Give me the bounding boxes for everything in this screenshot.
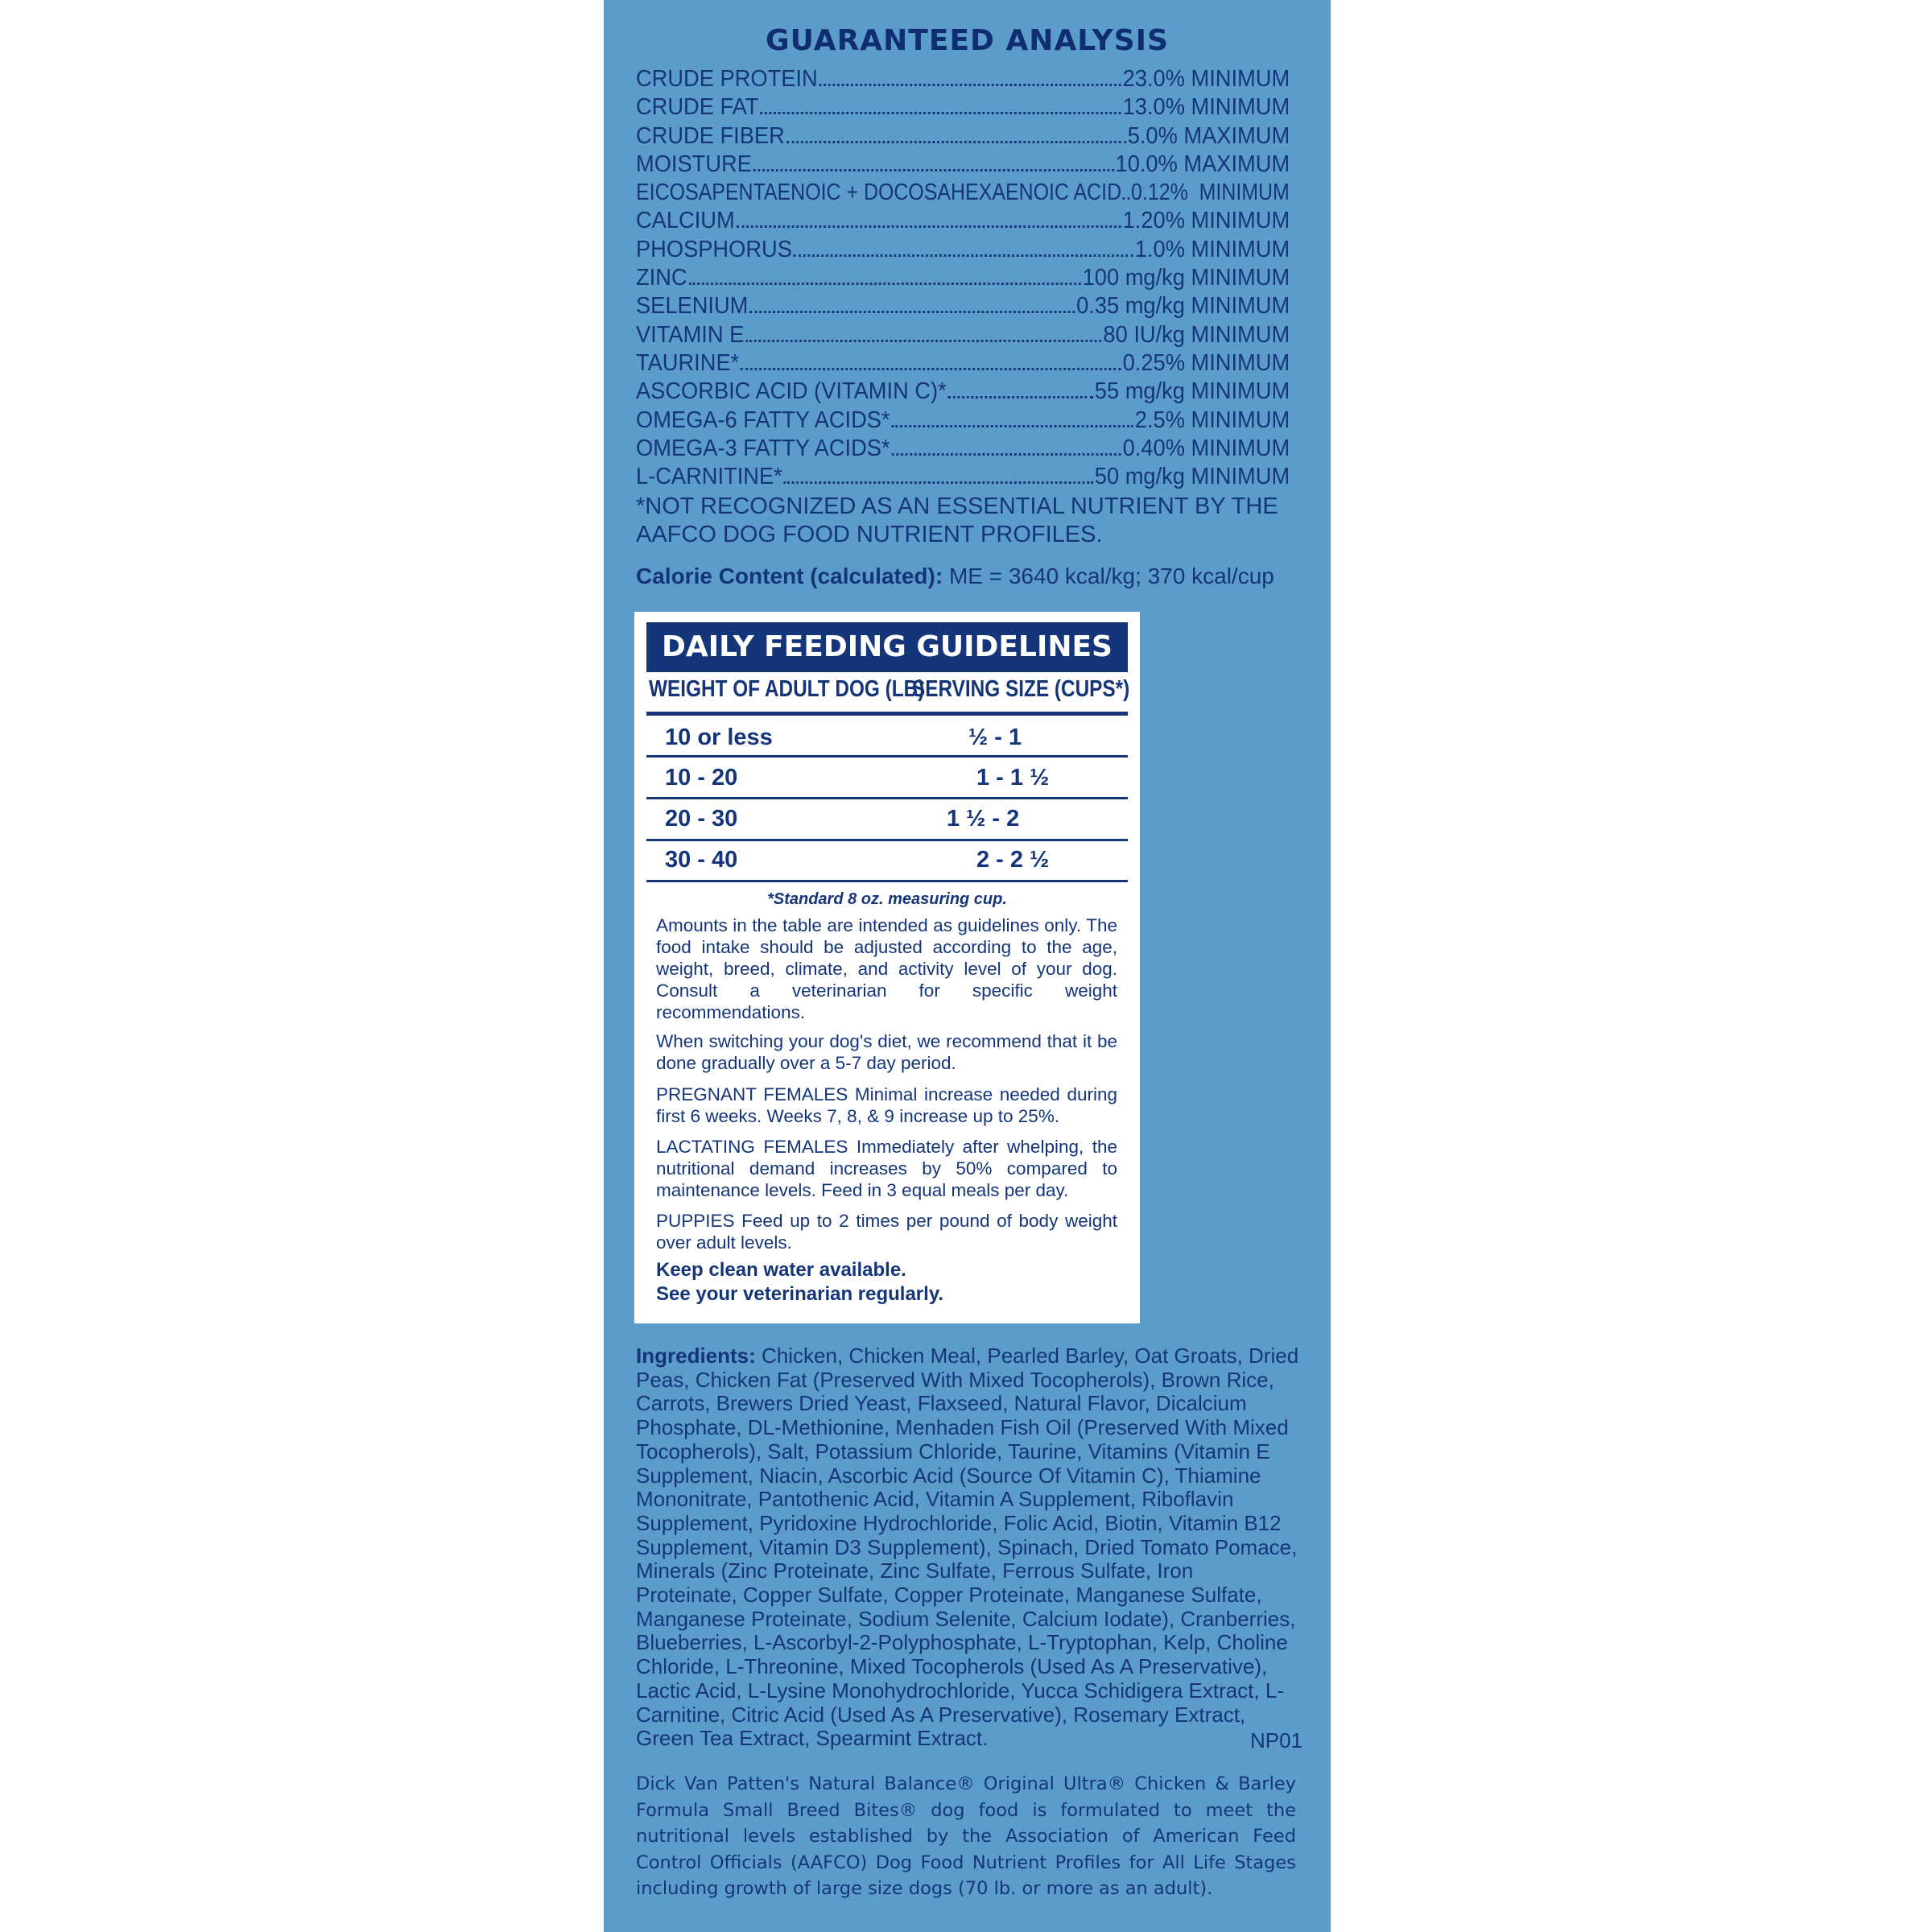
feeding-weight: 10 - 20 [665, 765, 738, 791]
feeding-serving: 1 - 1 ½ [976, 765, 1050, 791]
analysis-row [636, 350, 1290, 378]
analysis-row [636, 237, 1290, 265]
analysis-row [636, 123, 1290, 151]
analysis-value: 0.40% MINIMUM [1122, 435, 1290, 461]
analysis-value: 80 IU/kg MINIMUM [1103, 321, 1290, 348]
analysis-nutrient: SELENIUM [636, 293, 749, 320]
analysis-row [636, 436, 1290, 464]
analysis-nutrient: OMEGA-3 FATTY ACIDS* [636, 435, 890, 461]
analysis-value: 0.25% MINIMUM [1122, 349, 1290, 376]
water-note: Keep clean water available. [656, 1259, 906, 1281]
analysis-nutrient: L-CARNITINE* [636, 464, 782, 490]
analysis-row [636, 293, 1290, 321]
analysis-value: 13.0% MINIMUM [1122, 94, 1290, 121]
serving-column-header: SERVING SIZE (CUPS*) [912, 676, 1130, 702]
row-rule [646, 839, 1128, 841]
analysis-nutrient: TAURINE* [636, 349, 740, 376]
analysis-nutrient: MOISTURE [636, 151, 752, 177]
dot-leader [786, 140, 1126, 143]
feeding-guidelines-title: DAILY FEEDING GUIDELINES [646, 622, 1128, 672]
amounts-paragraph: Amounts in the table are intended as guidelines only. The food intake should be adjusted according to the age, weight, breed, climate, and activity level of your dog. Consult a veterinarian for specific weight recommendations. [656, 915, 1117, 1022]
analysis-nutrient: OMEGA-6 FATTY ACIDS* [636, 407, 890, 433]
analysis-nutrient: VITAMIN E [636, 321, 745, 348]
analysis-row [636, 464, 1290, 492]
analysis-row [636, 94, 1290, 122]
analysis-nutrient: CALCIUM [636, 208, 735, 234]
row-rule [646, 797, 1128, 799]
vet-note: See your veterinarian regularly. [656, 1283, 944, 1305]
lactating-paragraph: LACTATING FEMALES Immediately after whelping, the nutritional demand increases by 50% compared to maintenance levels. Feed in 3 equal meals per day. [656, 1137, 1117, 1200]
analysis-row [636, 265, 1290, 293]
product-code: NP01 [1250, 1728, 1303, 1752]
weight-column-header: WEIGHT OF ADULT DOG (LB) [649, 676, 925, 702]
analysis-value: 100 mg/kg MINIMUM [1082, 265, 1290, 291]
dot-leader [760, 111, 1121, 114]
feeding-weight: 10 or less [665, 724, 773, 750]
dot-leader [784, 481, 1093, 484]
dot-leader [819, 83, 1121, 86]
analysis-nutrient: CRUDE PROTEIN [636, 66, 818, 92]
row-rule [646, 755, 1128, 758]
analysis-row [636, 407, 1290, 436]
aafco-statement: Dick Van Patten's Natural Balance® Original Ultra® Chicken & Barley Formula Small Breed Bites® dog food is formulated to meet the nutritional levels established by the Association of American Feed Control Officials (AAFCO) Dog Food Nutrient Profiles for All Life Stages including growth of large size dogs (70 lb. or more as an adult). [636, 1773, 1296, 1899]
guaranteed-analysis-title: GUARANTEED ANALYSIS [766, 24, 1169, 57]
header-rule [646, 712, 1128, 716]
analysis-value: 0.35 mg/kg MINIMUM [1076, 293, 1290, 320]
analysis-row [636, 322, 1290, 350]
ingredients-label: Ingredients: [636, 1344, 756, 1368]
puppies-paragraph: PUPPIES Feed up to 2 times per pound of body weight over adult levels. [656, 1211, 1117, 1253]
feeding-weight: 30 - 40 [665, 847, 738, 873]
analysis-row [636, 151, 1290, 180]
analysis-nutrient: EICOSAPENTAENOIC + DOCOSAHEXAENOIC ACID [636, 180, 1122, 206]
calorie-value: ME = 3640 kcal/kg; 370 kcal/cup [948, 564, 1274, 588]
cup-footnote: *Standard 8 oz. measuring cup. [767, 890, 1007, 908]
dot-leader [745, 339, 1101, 342]
ingredients-block [636, 1344, 1303, 1752]
analysis-nutrient: CRUDE FAT [636, 94, 759, 121]
analysis-row [636, 180, 1290, 208]
switching-paragraph: When switching your dog's diet, we recommend that it be done gradually over a 5-7 day period. [656, 1031, 1117, 1073]
dot-leader [688, 282, 1080, 285]
feeding-serving: ½ - 1 [968, 724, 1022, 750]
dot-leader [741, 367, 1121, 370]
guaranteed-analysis-list [636, 66, 1290, 492]
analysis-value: 5.0% MAXIMUM [1127, 122, 1290, 149]
dot-leader [794, 254, 1133, 257]
analysis-row [636, 208, 1290, 236]
analysis-row [636, 378, 1290, 407]
dot-leader [749, 310, 1075, 313]
analysis-footnote: *NOT RECOGNIZED AS AN ESSENTIAL NUTRIENT BY THE AAFCO DOG FOOD NUTRIENT PROFILES. [636, 493, 1278, 547]
dot-leader [891, 452, 1121, 456]
analysis-nutrient: PHOSPHORUS [636, 236, 792, 262]
analysis-value: 50 mg/kg MINIMUM [1094, 464, 1290, 490]
analysis-nutrient: CRUDE FIBER [636, 122, 785, 149]
dot-leader [753, 168, 1114, 171]
feeding-serving: 2 - 2 ½ [976, 847, 1050, 873]
ingredients-text: Chicken, Chicken Meal, Pearled Barley, Oat Groats, Dried Peas, Chicken Fat (Preserved With Mixed Tocopherols), Brown Rice, Carrots, Brewers Dried Yeast, Flaxseed, Natural Flavor, Dicalcium Phosphate, DL-Methionine, Menhaden Fish Oil (Preserved With Mixed Tocopherols), Salt, Potassium Chloride, Taurine, Vitamins (Vitamin E Supplement, Niacin, Ascorbic Acid (Source Of Vitamin C), Thiamine Mononitrate, Pantothenic Acid, Vitamin A Supplement, Riboflavin Supplement, Pyridoxine Hydrochloride, Folic Acid, Biotin, Vitamin B12 Supplement, Vitamin D3 Supplement), Spinach, Dried Tomato Pomace, Minerals (Zinc Proteinate, Zinc Sulfate, Ferrous Sulfate, Iron Proteinate, Copper Sulfate, Copper Proteinate, Manganese Sulfate, Manganese Proteinate, Sodium Selenite, Calcium Iodate), Cranberries, Blueberries, L-Ascorbyl-2-Polyphosphate, L-Tryptophan, Kelp, Choline Chloride, L-Threonine, Mixed Tocopherols (Used As A Preservative), Lactic Acid, L-Lysine Monohydrochloride, Yucca Schidigera Extract, L-Carnitine, Citric Acid (Used As A Preservative), Rosemary Extract, Green Tea Extract, Spearmint Extract. [636, 1344, 1299, 1751]
calorie-label: Calorie Content (calculated): [636, 564, 943, 588]
analysis-nutrient: ASCORBIC ACID (VITAMIN C)* [636, 378, 947, 405]
dot-leader [1123, 196, 1130, 200]
analysis-value: 0.12% MINIMUM [1131, 180, 1290, 206]
analysis-row [636, 66, 1290, 94]
analysis-value: 10.0% MAXIMUM [1115, 151, 1290, 177]
calorie-content [636, 564, 1274, 589]
analysis-value: 2.5% MINIMUM [1134, 407, 1290, 433]
analysis-value: 1.0% MINIMUM [1134, 236, 1290, 262]
pregnant-paragraph: PREGNANT FEMALES Minimal increase needed during first 6 weeks. Weeks 7, 8, & 9 increase up to 25%. [656, 1084, 1117, 1126]
analysis-value: 55 mg/kg MINIMUM [1094, 378, 1290, 405]
analysis-value: 23.0% MINIMUM [1122, 66, 1290, 92]
dot-leader [891, 424, 1133, 427]
label-panel [604, 0, 1331, 1932]
feeding-weight: 20 - 30 [665, 806, 738, 832]
analysis-nutrient: ZINC [636, 265, 687, 291]
dot-leader [948, 395, 1093, 398]
feeding-serving: 1 ½ - 2 [947, 806, 1020, 832]
analysis-value: 1.20% MINIMUM [1122, 208, 1290, 234]
dot-leader [737, 225, 1121, 228]
row-rule [646, 880, 1128, 882]
feeding-guidelines-box [634, 612, 1140, 1323]
